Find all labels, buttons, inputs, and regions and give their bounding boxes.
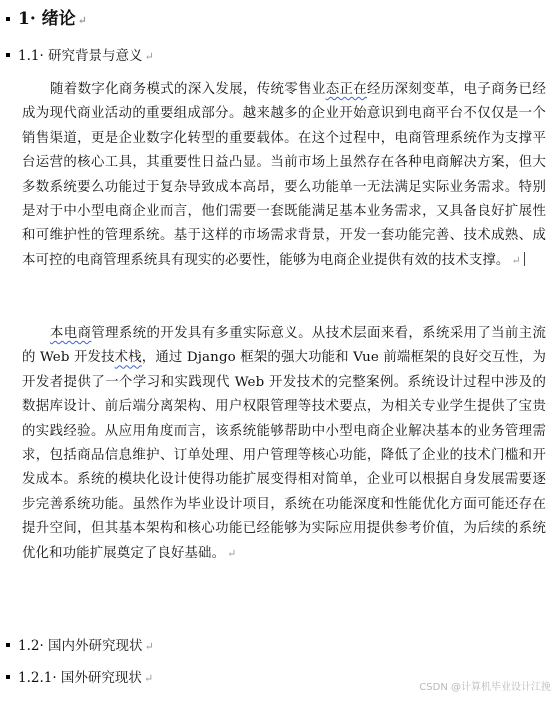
paragraph-mark-icon: ↵ [143,672,154,685]
body-paragraph-1[interactable] [22,78,546,273]
heading-chapter-1[interactable] [6,4,87,29]
text-cursor [524,252,525,266]
paragraph-mark-icon: ↵ [144,50,154,63]
heading-bullet-marker [6,53,10,57]
heading-text: 1.1· 研究背景与意义 [18,48,143,64]
paragraph-mark-icon: ↵ [511,253,521,267]
spellcheck-underline-text[interactable]: 态正在 [325,82,368,97]
heading-bullet-marker [6,17,10,21]
heading-text: 1· 绪论 [18,9,76,29]
body-paragraph-2[interactable] [22,322,546,566]
spellcheck-underline-text[interactable]: 术栈 [114,350,142,366]
heading-section-1-2-1[interactable] [6,666,153,686]
heading-bullet-marker [6,675,10,679]
heading-section-1-2[interactable] [6,634,154,654]
paragraph-mark-icon: ↵ [77,14,87,27]
paragraph-text: ，通过 Django 框架的强大功能和 Vue 前端框架的良好交互性，为开发者提供了一个学习和实践现代 Web 开发技术的完整案例。系统设计过程中涉及的数据库设计、前后端分离架构、用户权限管理等技术要点，为相关专业学生提供了宝贵的实践经验。从应用角度而言，该系统能够帮助中小型电商企业解决基本的业务管理需求，包括商品信息维护、订单处理、用户管理等核心功能，降低了企业的技术门槛和开发成本。系统的模块化设计使得功能扩展变得相对简单，企业可以根据自身发展需要逐步完善系统功能。虽然作为毕业设计项目，系统在功能深度和性能优化方面可能还存在提升空间，但其基本架构和核心功能已经能够为实际应用提供参考价值，为后续的系统优化和功能扩展奠定了良好基础。 [22,350,546,561]
paragraph-mark-icon: ↵ [144,640,154,653]
heading-section-1-1[interactable] [6,44,154,64]
paragraph-mark-icon: ↵ [227,546,237,560]
spellcheck-underline-text[interactable]: 本电商 [50,326,92,341]
heading-bullet-marker [6,643,10,647]
paragraph-text: 经历深刻变革，电子商务已经成为现代商业活动的重要组成部分。越来越多的企业开始意识到电商平台不仅仅是一个销售渠道，更是企业数字化转型的重要载体。在这个过程中，电商管理系统作为支撑平台运营的核心工具，其重要性日益凸显。当前市场上虽然存在各种电商解决方案，但大多数系统要么功能过于复杂导致成本高昂，要么功能单一无法满足实际业务需求。特别是对于中小型电商企业而言，他们需要一套既能满足基本业务需求，又具备良好扩展性和可维护性的管理系统。基于这样的市场需求背景，开发一套功能完善、技术成熟、成本可控的电商管理系统具有现实的必要性，能够为电商企业提供有效的技术支撑。 [22,82,546,268]
paragraph-text: 随着数字化商务模式的深入发展，传统零售业 [50,82,326,97]
paragraph-text: 管理系统的开发具有多重实际意义。从技术层面来看，系统采用了当前主流的 Web 开发技 [22,326,546,366]
csdn-watermark: CSDN @计算机毕业设计江挽 [419,682,551,693]
heading-text: 1.2· 国内外研究现状 [18,638,143,654]
heading-text: 1.2.1· 国外研究现状 [18,670,142,686]
